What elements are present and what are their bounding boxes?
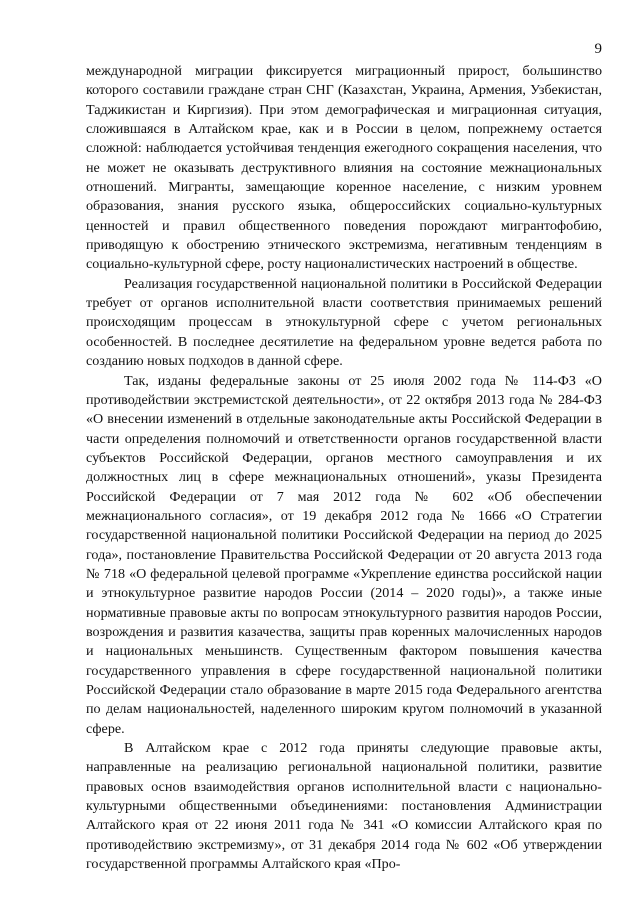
paragraph-altai-legal-acts: В Алтайском крае с 2012 года приняты следующие правовые акты, направленные на реализацию региональной национальной политики, развитие правовых основ взаимодействия органов исполнительной власти с национально-культурными общественными объединениями: постановления Администрации Алтайского края от 22 июня 2011 года № 341 «О комиссии Алтайского края по противодействию экстремизму», от 31 декабря 2014 года № 602 «Об утверждении государственной программы Алтайского края «Про- (86, 740, 602, 873)
paragraph-migration-continuation: международной миграции фиксируется миграционный прирост, большинство которого составили граждане стран СНГ (Казахстан, Украина, Армения, Узбекистан, Таджикистан и Киргизия). При этом демографическая и миграционная ситуация, сложившаяся в Алтайском крае, как и в России в целом, попрежнему остается сложной: наблюдается устойчивая тенденция ежегодного сокращения населения, что не может не оказывать деструктивного влияния на состояние межнациональных отношений. Мигранты, замещающие коренное население, с низким уровнем образования, знания русского языка, общероссийских социально-культурных ценностей и правил общественного поведения порождают мигрантофобию, приводящую к обострению этнического экстремизма, негативным тенденциям в социально-культурной сфере, росту националистических настроений в обществе. (86, 63, 602, 273)
page-number: 9 (594, 41, 602, 57)
body-text (86, 62, 602, 874)
paragraph-federal-laws: Так, изданы федеральные законы от 25 июля 2002 года № 114-ФЗ «О противодействии экстремистской деятельности», от 22 октября 2013 года № 284-ФЗ «О внесении изменений в отдельные законодательные акты Российской Федерации в части определения полномочий и ответственности органов государственной власти субъектов Российской Федерации, органов местного самоуправления и их должностных лиц в сфере межнациональных отношений», указы Президента Российской Федерации от 7 мая 2012 года № 602 «Об обеспечении межнационального согласия», от 19 декабря 2012 года № 1666 «О Стратегии государственной национальной политики Российской Федерации на период до 2025 года», постановление Правительства Российской Федерации от 20 августа 2013 года № 718 «О федеральной целевой программе «Укрепление единства российской нации и этнокультурное развитие народов России (2014 – 2020 годы)», а также иные нормативные правовые акты по вопросам этнокультурного развития народов России, возрождения и развития казачества, защиты прав коренных малочисленных народов и национальных меньшинств. Существенным фактором повышения качества государственного управления в сфере государственной национальной политики Российской Федерации стало образование в марте 2015 года Федерального агентства по делам национальностей, наделенного широким кругом полномочий в указанной сфере. (86, 372, 602, 737)
paragraph-national-policy: Реализация государственной национальной политики в Российской Федерации требует от органов исполнительной власти соответствия принимаемых решений происходящим процессам в этнокультурной сфере с учетом региональных особенностей. В последнее десятилетие на федеральном уровне ведется работа по созданию новых подходов в данной сфере. (86, 275, 602, 370)
